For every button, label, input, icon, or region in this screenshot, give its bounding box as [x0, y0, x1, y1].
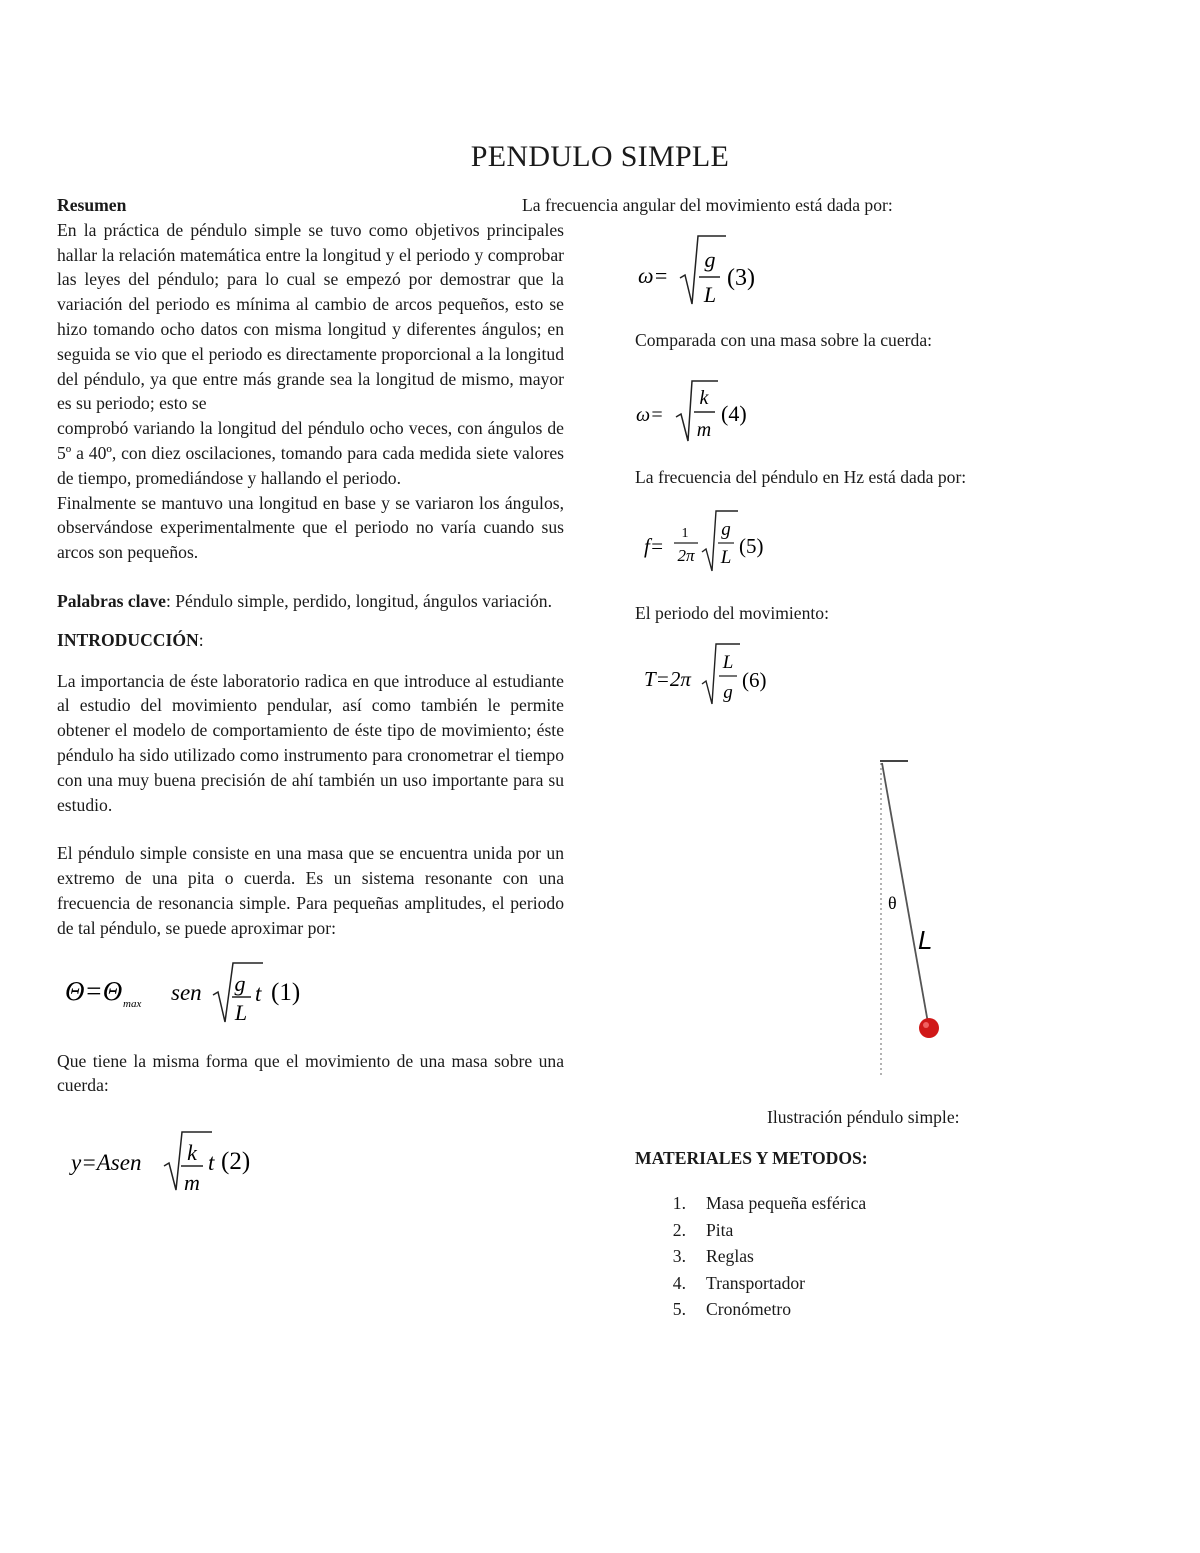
materials-list-item [636, 1243, 866, 1270]
eq5-den: L [720, 547, 732, 569]
eq3-lhs: ω= [638, 262, 669, 288]
pendulum-bob-highlight [923, 1022, 929, 1028]
eq4-lhs: ω= [636, 403, 664, 426]
materials-list-item [636, 1270, 866, 1297]
eq2-lhs: y=Asen [71, 1150, 142, 1176]
eq3-den: L [703, 281, 717, 307]
equation-3 [522, 218, 1122, 328]
left-column [57, 193, 564, 1198]
eq3-tag: (3) [727, 264, 755, 291]
right-sentence-1: La frecuencia angular del movimiento está dada por: [522, 195, 893, 215]
eq6-tag: (6) [742, 668, 767, 693]
materials-list [636, 1190, 866, 1323]
materials-list-item [636, 1217, 866, 1244]
intro-paragraph-1: La importancia de éste laboratorio radica en que introduce al estudiante al estudio del movimiento pendular, así como también le permite obtener el modelo de comportamiento de éste tipo de movimiento; éste péndulo ha sido utilizado como instrumento para cronometrar el tiempo con una muy buena precisión de ahí también un uso importante para su estudio. [57, 670, 564, 815]
equation-6 [522, 626, 1122, 726]
right-column [522, 193, 1122, 726]
abstract-paragraph-3: Finalmente se mantuvo una longitud en base y se variaron los ángulos, observándose experimentalmente que el periodo no varía cuando sus arcos son pequeños. [57, 492, 564, 563]
right-sentence-2: Comparada con una masa sobre la cuerda: [635, 329, 933, 350]
abstract-paragraph-1: En la práctica de péndulo simple se tuvo como objetivos principales hallar la relación matemática entre la longitud y el periodo y comprobar las leyes del péndulo; para lo cual se empezó por demostrar que la variación del periodo es mínima al cambio de arcos pequeños, esto se hizo tomando ocho datos con misma longitud y diferentes ángulos; en seguida se vio que el periodo es directamente proporcional a la longitud del péndulo, ya que entre más grande sea la longitud de mismo, mayor es su periodo; esto se [57, 219, 564, 414]
materials-item-text: Masa pequeña esférica [706, 1193, 867, 1213]
eq4-tag: (4) [721, 400, 747, 426]
eq5-num: g [721, 519, 731, 541]
materials-item-number: 1. [672, 1193, 686, 1213]
eq5-tag: (5) [739, 534, 764, 559]
materials-item-number: 2. [672, 1219, 686, 1240]
keywords-label: Palabras clave [57, 590, 166, 611]
pendulum-theta-label: θ [888, 893, 897, 913]
pendulum-bob [919, 1018, 939, 1038]
materials-item-text: Pita [706, 1219, 734, 1240]
eq6-num: L [722, 652, 734, 674]
materials-heading: MATERIALES Y METODOS: [635, 1148, 868, 1168]
intro-heading-text: INTRODUCCIÓN [57, 629, 199, 650]
eq5-coef-num: 1 [681, 526, 689, 542]
eq1-tag: (1) [271, 978, 301, 1006]
eq2-num: k [187, 1140, 197, 1166]
eq1-sub: max [123, 997, 142, 1010]
abstract-heading: Resumen [57, 195, 127, 215]
abstract-paragraph-2: comprobó variando la longitud del péndulo ocho veces, con ángulos de 5º a 40º, con diez oscilaciones, tomando para cada medida siete valores de tiempo, promediándose y hallando el periodo. [57, 418, 564, 488]
eq1-den: L [234, 999, 248, 1025]
eq1-lhs: Θ=Θ [65, 975, 123, 1006]
eq6-radical [702, 644, 740, 704]
eq2-den: m [184, 1170, 200, 1196]
materials-list-item [636, 1190, 866, 1217]
eq2-tag: (2) [221, 1148, 251, 1176]
materials-item-number: 4. [672, 1272, 686, 1293]
eq5-coef-den: 2π [677, 546, 695, 566]
eq1-tail: t [255, 980, 262, 1006]
eq3-num: g [704, 246, 716, 272]
intro-paragraph-2: El péndulo simple consiste en una masa que se encuentra unida por un extremo de una pita o cuerda. Es un sistema resonante con una frecuencia de resonancia simple. Para pequeñas amplitudes, el periodo de tal péndulo, se puede aproximar por: [57, 843, 564, 938]
intro-paragraph-3: Que tiene la misma forma que el movimiento de una masa sobre una cuerda: [57, 1050, 564, 1096]
materials-list-item [636, 1296, 866, 1323]
eq5-lhs: f= [644, 534, 665, 559]
equation-5 [522, 489, 1122, 601]
eq1-fn: sen [171, 979, 202, 1005]
pendulum-length-label: L [918, 925, 933, 955]
keywords-text: : Péndulo simple, perdido, longitud, ángulos variación. [165, 590, 553, 611]
right-sentence-4: El periodo del movimiento: [635, 603, 829, 624]
materials-item-text: Reglas [706, 1246, 754, 1267]
materials-item-number: 3. [672, 1246, 686, 1267]
materials-item-number: 5. [672, 1299, 686, 1320]
materials-item-text: Cronómetro [706, 1299, 792, 1320]
pendulum-figure [850, 755, 990, 1085]
eq2-tail: t [208, 1150, 215, 1176]
page-title: PENDULO SIMPLE [470, 140, 730, 173]
materials-item-text: Transportador [706, 1272, 806, 1293]
intro-heading [57, 628, 564, 653]
eq1-num: g [234, 970, 246, 996]
intro-heading-colon: : [198, 629, 204, 650]
equation-4 [522, 353, 1122, 465]
eq4-den: m [696, 418, 712, 441]
keywords [57, 589, 564, 614]
eq6-den: g [723, 682, 733, 704]
equation-1 [57, 941, 564, 1049]
figure-caption: Ilustración péndulo simple: [767, 1107, 960, 1127]
eq6-lhs: T=2π [644, 667, 691, 692]
eq4-num: k [699, 386, 709, 409]
equation-2 [57, 1098, 564, 1198]
right-sentence-3: La frecuencia del péndulo en Hz está dada por: [635, 466, 967, 487]
